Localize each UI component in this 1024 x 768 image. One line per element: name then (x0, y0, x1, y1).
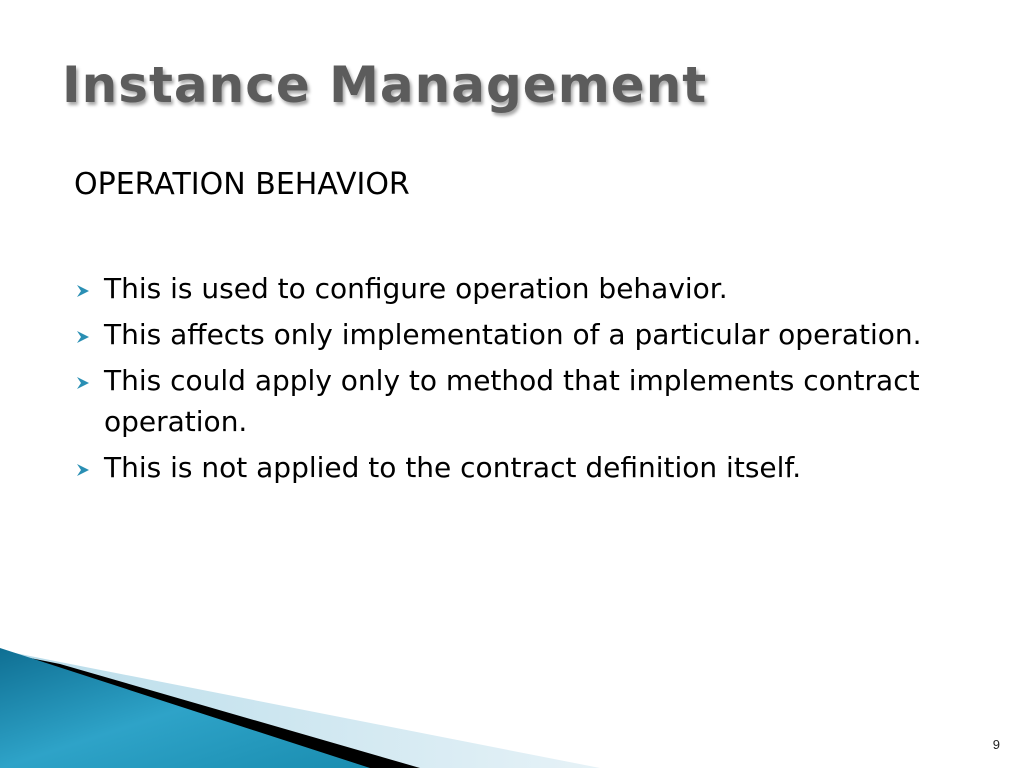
bullet-text: This is used to configure operation behavior. (104, 272, 728, 305)
swoosh-teal-band (0, 648, 370, 768)
slide-title: Instance Management (62, 56, 708, 114)
bullet-text: This affects only implementation of a particular operation. (104, 318, 922, 351)
page-number: 9 (992, 737, 1000, 752)
bullet-text: This is not applied to the contract definition itself. (104, 451, 802, 484)
bullet-text: This could apply only to method that implements contract operation. (104, 364, 920, 438)
section-heading: OPERATION BEHAVIOR (74, 167, 410, 202)
